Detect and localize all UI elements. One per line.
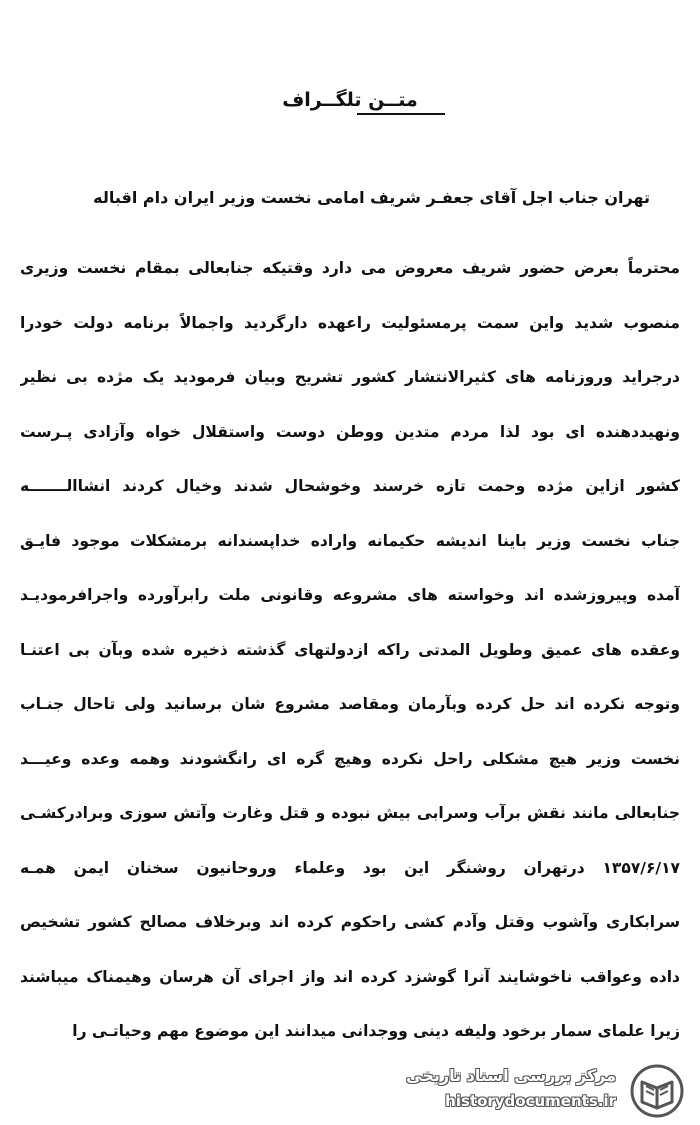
watermark-url: historydocuments.ir: [445, 1092, 616, 1110]
open-book-logo-icon: [624, 1064, 690, 1118]
body-line: وتوجه نکرده اند حل کرده وبآرمان ومقاصد مشروع شان برسانید ولی تاحال جنـاب: [20, 695, 680, 713]
body-line: منصوب شدید واین سمت پرمسئولیت راعهده دارگردید واجمالاً برنامه دولت خودرا: [20, 313, 680, 332]
body-line: ۱۳۵۷/۶/۱۷ درتهران روشنگر این بود وعلماء وروحانیون سخنان ایمن همـه: [20, 858, 680, 877]
body-line: سرابکاری وآشوب وقتل وآدم کشی راحکوم کرده اند وبرخلاف مصالح کشور تشخیص: [20, 913, 680, 931]
body-line: جنابعالی مانند نقش برآب وسرابی بیش نبوده و قتل وغارت وآتش سوزی وبرادرکشـی: [20, 804, 680, 822]
body-line: آمده وپیروزشده اند وخواسته های مشروعه وقانونی ملت رابرآورده واجرافرمودیـد: [20, 586, 680, 604]
body-line: زیرا علمای سمار برخود ولیفه دینی ووجدانی میدانند این موضوع مهم وحیاتـی را: [72, 1022, 680, 1040]
telegram-body: [20, 241, 680, 1059]
body-line: جناب نخست وزیر باینا اندیشه حکیمانه واراده خداپسندانه برمشکلات موجود فایـق: [20, 531, 680, 550]
telegram-address-line: تهران جناب اجل آقای جعفـر شریف امامی نخست وزیر ایران دام اقباله: [93, 188, 650, 207]
body-line: محترماً بعرض حضور شریف معروض می دارد وقتیکه جنابعالی بمقام نخست وزیری: [20, 259, 680, 277]
body-line: کشور ازاین مژده وحمت تازه خرسند وخوشحال شدند وخیال کردند انشاالـــــــه: [20, 477, 680, 495]
title-underline: [357, 113, 445, 115]
body-line: وعقده های عمیق وطویل المدتی راکه ازدولتهای گذشته ذخیره شده وبآن بی اعتنـا: [20, 640, 680, 659]
body-line: نخست وزیر هیچ مشکلی راحل نکرده وهیچ گره ای رانگشودند وهمه وعده وعیـــد: [20, 749, 680, 768]
body-line: ونهیددهنده ای بود لذا مردم متدین ووطن دوست واستقلال خواه وآزادی پـرست: [20, 422, 680, 441]
body-line: درجراید وروزنامه های کثیرالانتشار کشور تشریح وبیان فرمودید یک مژده بی نظیر: [20, 368, 680, 386]
document-title: متــن تلگــراف: [282, 89, 418, 111]
archive-watermark: [404, 1062, 694, 1120]
body-line: داده وعواقب ناخوشایند آنرا گوشزد کرده اند واز اجرای آن هرسان وهیمناک میباشند: [20, 967, 680, 986]
watermark-name: مرکز بررسی اسناد تاریخی: [406, 1066, 616, 1085]
